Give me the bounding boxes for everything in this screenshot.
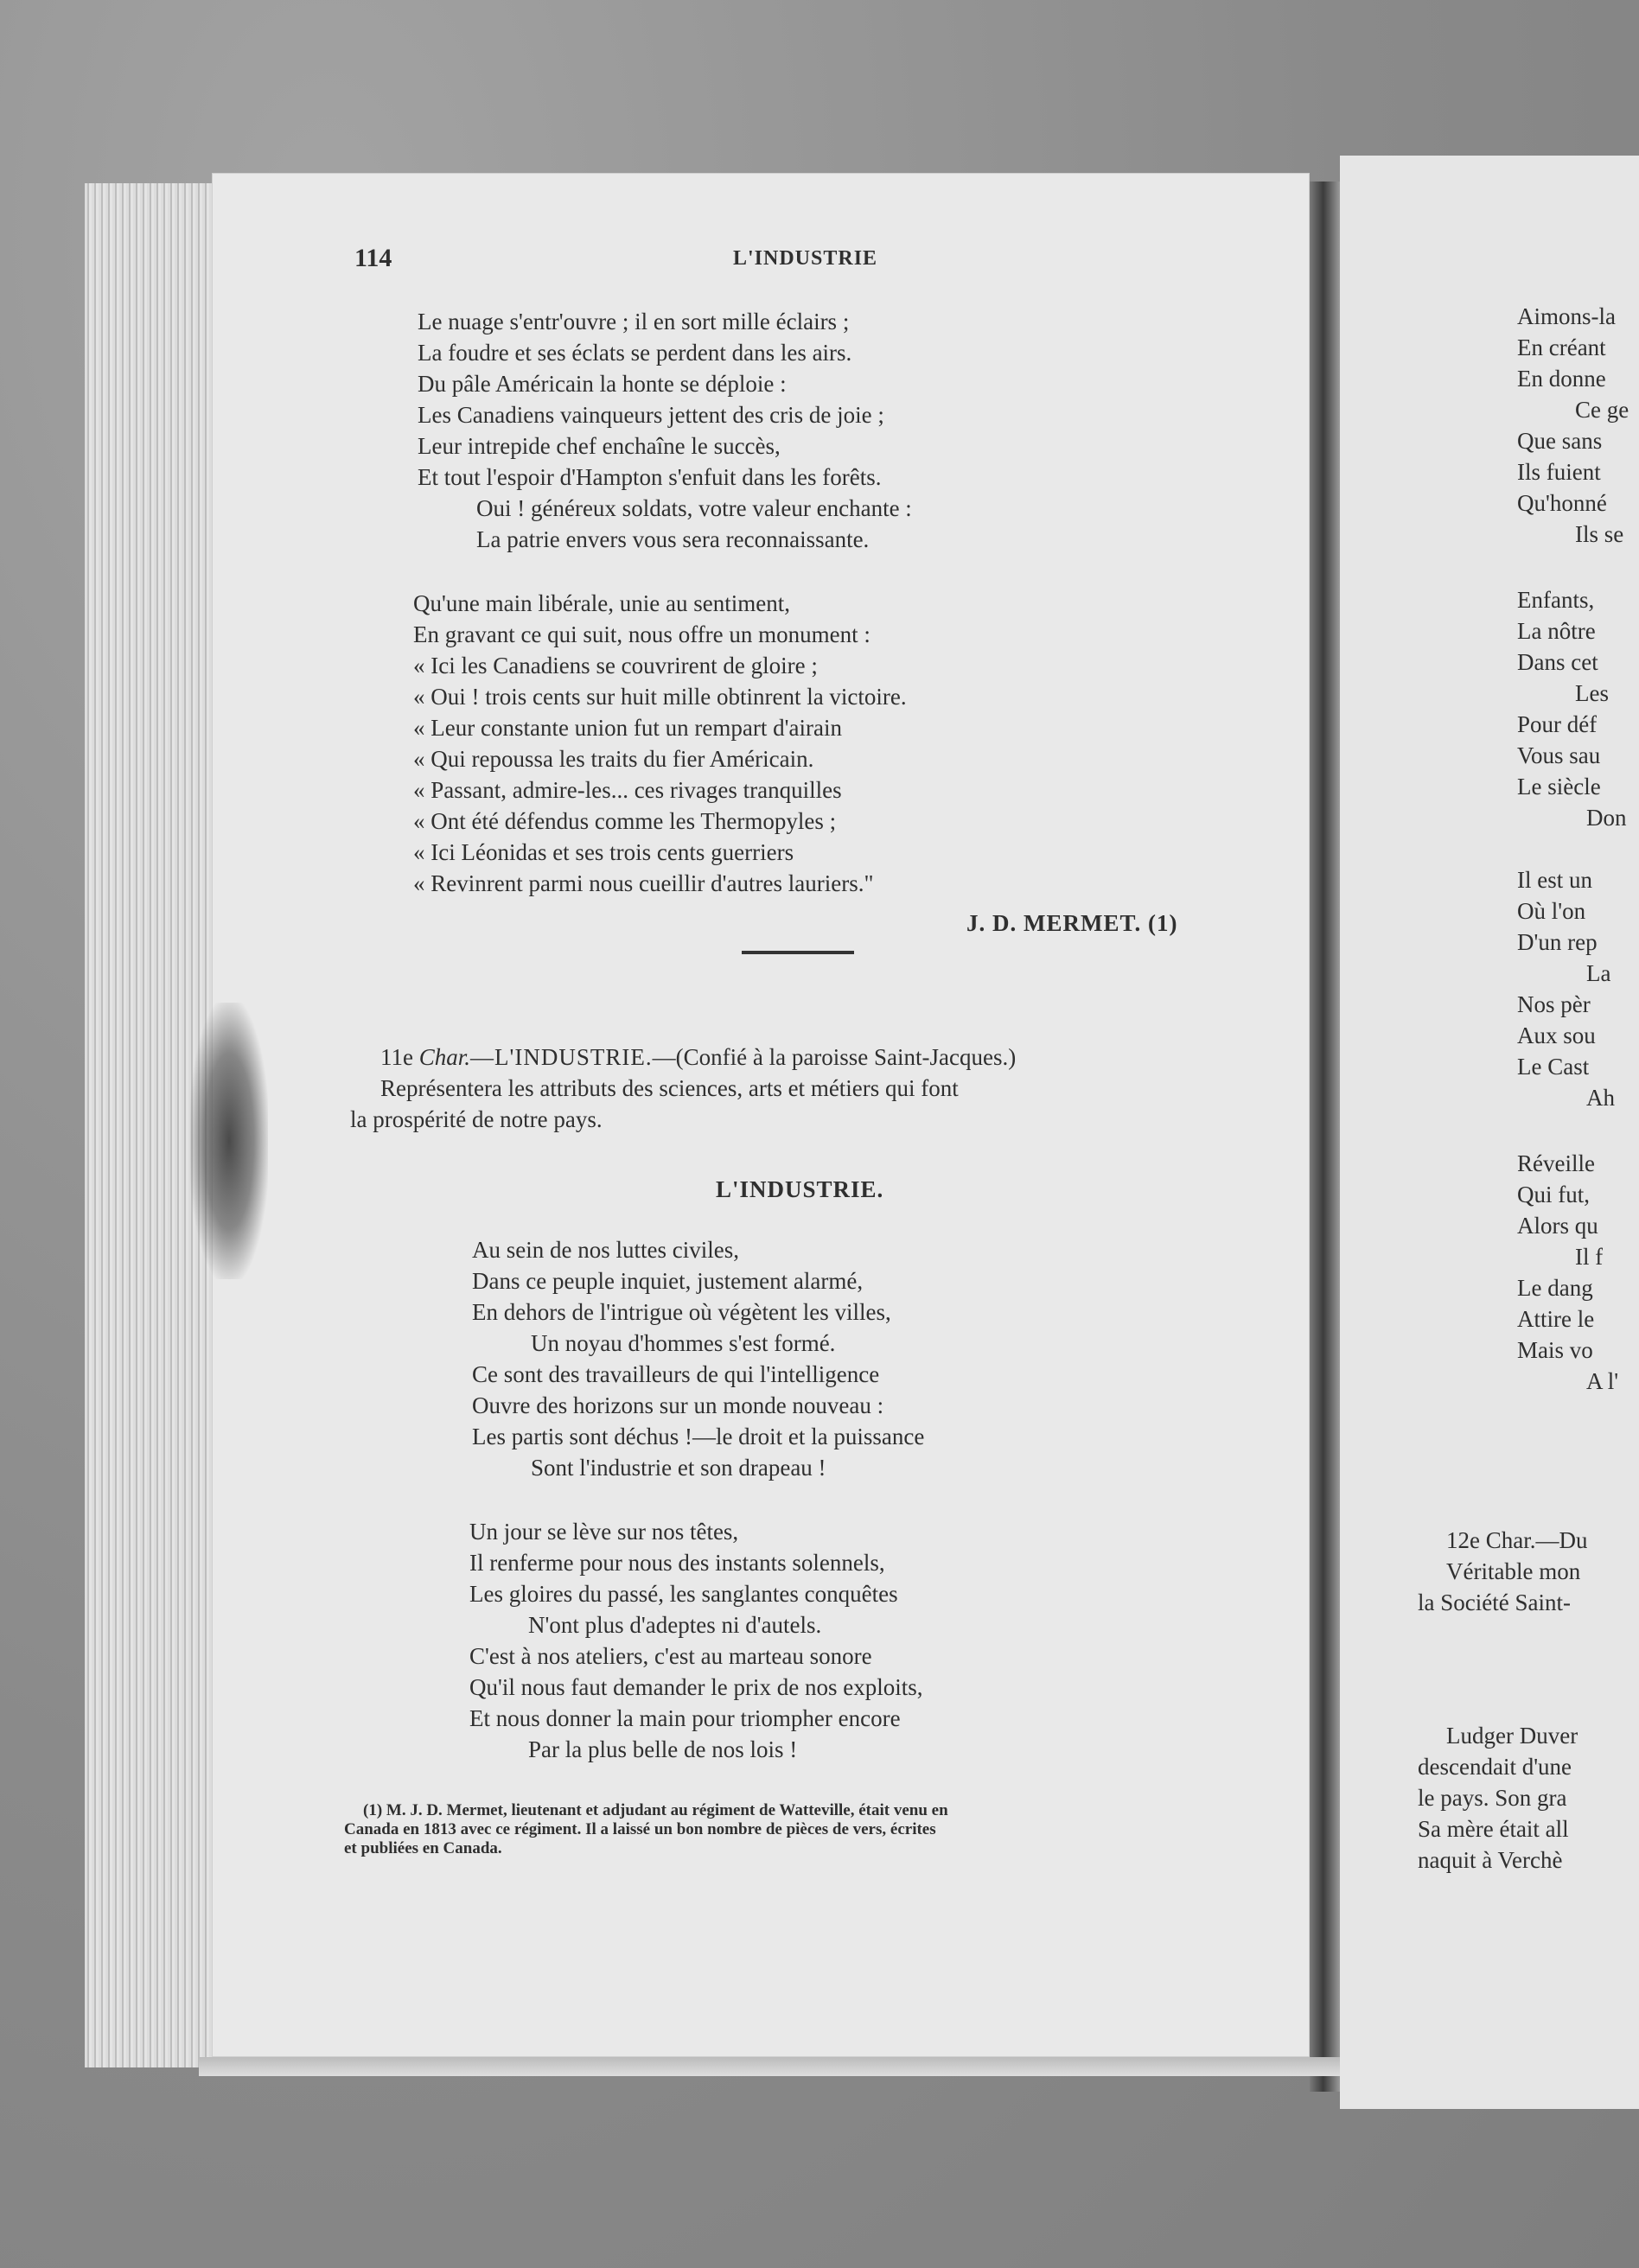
verse-line-fragment: Ce ge [1575, 397, 1629, 423]
verse-line: Ce sont des travailleurs de qui l'intelligence [472, 1361, 880, 1387]
verse-line: Il renferme pour nous des instants solennels, [469, 1550, 885, 1576]
verse-line: Par la plus belle de nos lois ! [528, 1736, 798, 1762]
verse-line-fragment: Aimons-la [1517, 303, 1616, 329]
verse-line-fragment: Où l'on [1517, 898, 1586, 924]
verse-line: « Qui repoussa les traits du fier Américain. [413, 746, 814, 772]
verse-line-fragment: En donne [1517, 366, 1606, 392]
footnote-line: et publiées en Canada. [344, 1839, 502, 1857]
verse-line: En dehors de l'intrigue où végètent les villes, [472, 1299, 891, 1325]
section-number: 11e [380, 1044, 413, 1070]
verse-line: Les Canadiens vainqueurs jettent des cris de joie ; [418, 402, 884, 428]
verse-line-fragment: Ah [1586, 1085, 1615, 1111]
verse-line-fragment: Ils fuient [1517, 459, 1601, 485]
verse-line-fragment: Mais vo [1517, 1337, 1593, 1363]
verse-line: N'ont plus d'adeptes ni d'autels. [528, 1612, 822, 1638]
verse-line: Oui ! généreux soldats, votre valeur enchante : [476, 495, 912, 521]
text-fragment: le pays. Son gra [1418, 1785, 1567, 1811]
verse-line-fragment: La nôtre [1517, 618, 1596, 644]
verse-line: Sont l'industrie et son drapeau ! [531, 1455, 826, 1481]
verse-line: C'est à nos ateliers, c'est au marteau sonore [469, 1643, 872, 1669]
verse-line-fragment: Don [1586, 805, 1627, 831]
text-fragment: 12e Char.—Du [1446, 1527, 1588, 1553]
verse-line-fragment: Réveille [1517, 1150, 1595, 1176]
verse-line: « Revinrent parmi nous cueillir d'autres lauriers." [413, 870, 874, 896]
verse-line-fragment: Le dang [1517, 1275, 1593, 1301]
verse-line: Et nous donner la main pour triompher encore [469, 1705, 901, 1731]
verse-line: Dans ce peuple inquiet, justement alarmé, [472, 1268, 864, 1294]
verse-line: Un jour se lève sur nos têtes, [469, 1519, 739, 1545]
footnote-line: Canada en 1813 avec ce régiment. Il a laissé un bon nombre de pièces de vers, écrites [344, 1820, 936, 1838]
verse-line-fragment: Le siècle [1517, 774, 1601, 800]
text-fragment: Ludger Duver [1446, 1723, 1578, 1749]
verse-line: Et tout l'espoir d'Hampton s'enfuit dans les forêts. [418, 464, 882, 490]
verse-line-fragment: En créant [1517, 334, 1606, 360]
verse-line: « Ici les Canadiens se couvrirent de gloire ; [413, 653, 818, 678]
signature: J. D. MERMET. (1) [966, 910, 1178, 936]
verse-line-fragment: Il est un [1517, 867, 1592, 893]
verse-line: Au sein de nos luttes civiles, [472, 1237, 739, 1263]
section-rule [742, 951, 854, 954]
verse-line-fragment: Que sans [1517, 428, 1603, 454]
text-fragment: Sa mère était all [1418, 1816, 1569, 1842]
verse-line: Qu'il nous faut demander le prix de nos exploits, [469, 1674, 923, 1700]
verse-line: « Ont été défendus comme les Thermopyles ; [413, 808, 837, 834]
verse-line: Ouvre des horizons sur un monde nouveau : [472, 1392, 884, 1418]
verse-line-fragment: Nos pèr [1517, 991, 1591, 1017]
verse-line: La foudre et ses éclats se perdent dans les airs. [418, 340, 852, 366]
text-fragment: la Société Saint- [1418, 1590, 1571, 1615]
char-label: Char. [418, 1044, 471, 1070]
poem-title: L'INDUSTRIE. [716, 1176, 884, 1202]
text-fragment: descendait d'une [1418, 1754, 1572, 1780]
verse-line-fragment: Alors qu [1517, 1213, 1598, 1239]
verse-line-fragment: A l' [1586, 1368, 1619, 1394]
verse-line: En gravant ce qui suit, nous offre un monument : [413, 621, 871, 647]
section-description: Représentera les attributs des sciences, arts et métiers qui font [380, 1075, 959, 1101]
verse-line-fragment: Dans cet [1517, 649, 1598, 675]
verse-line-fragment: Qui fut, [1517, 1182, 1590, 1207]
verse-line-fragment: Pour déf [1517, 711, 1598, 737]
verse-line-fragment: D'un rep [1517, 929, 1598, 955]
text-fragment: Véritable mon [1446, 1558, 1581, 1584]
verse-line-fragment: Ils se [1575, 521, 1624, 547]
verse-line: Leur intrepide chef enchaîne le succès, [418, 433, 781, 459]
section-title: —L'INDUSTRIE. [470, 1044, 653, 1070]
running-head: L'INDUSTRIE [733, 247, 878, 270]
section-description: la prospérité de notre pays. [350, 1106, 603, 1132]
verse-line: « Oui ! trois cents sur huit mille obtinrent la victoire. [413, 684, 907, 710]
verse-line: « Passant, admire-les... ces rivages tranquilles [413, 777, 842, 803]
verse-line-fragment: Le Cast [1517, 1054, 1590, 1080]
verse-line: Du pâle Américain la honte se déploie : [418, 371, 787, 397]
page-number: 114 [354, 244, 392, 272]
section-parish: —(Confié à la paroisse Saint-Jacques.) [652, 1044, 1017, 1070]
verse-line: La patrie envers vous sera reconnaissante. [476, 526, 870, 552]
verse-line: Qu'une main libérale, unie au sentiment, [413, 590, 790, 616]
verse-line-fragment: Il f [1575, 1244, 1604, 1270]
verse-line-fragment: Enfants, [1517, 587, 1595, 613]
verse-line: « Leur constante union fut un rempart d'airain [413, 715, 842, 741]
verse-line-fragment: Les [1575, 680, 1609, 706]
section-intro-line [380, 1042, 1016, 1073]
verse-line: Le nuage s'entr'ouvre ; il en sort mille éclairs ; [418, 309, 850, 334]
verse-line: « Ici Léonidas et ses trois cents guerriers [413, 839, 794, 865]
verse-line: Les gloires du passé, les sanglantes conquêtes [469, 1581, 898, 1607]
footnote-line: (1) M. J. D. Mermet, lieutenant et adjudant au régiment de Watteville, était venu en [363, 1801, 948, 1819]
verse-line-fragment: La [1586, 960, 1611, 986]
verse-line-fragment: Vous sau [1517, 742, 1601, 768]
verse-line-fragment: Aux sou [1517, 1023, 1596, 1048]
text-fragment: naquit à Verchè [1418, 1847, 1563, 1873]
verse-line-fragment: Attire le [1517, 1306, 1595, 1332]
verse-line: Les partis sont déchus !—le droit et la puissance [472, 1424, 925, 1449]
verse-line-fragment: Qu'honné [1517, 490, 1607, 516]
verse-line: Un noyau d'hommes s'est formé. [531, 1330, 836, 1356]
